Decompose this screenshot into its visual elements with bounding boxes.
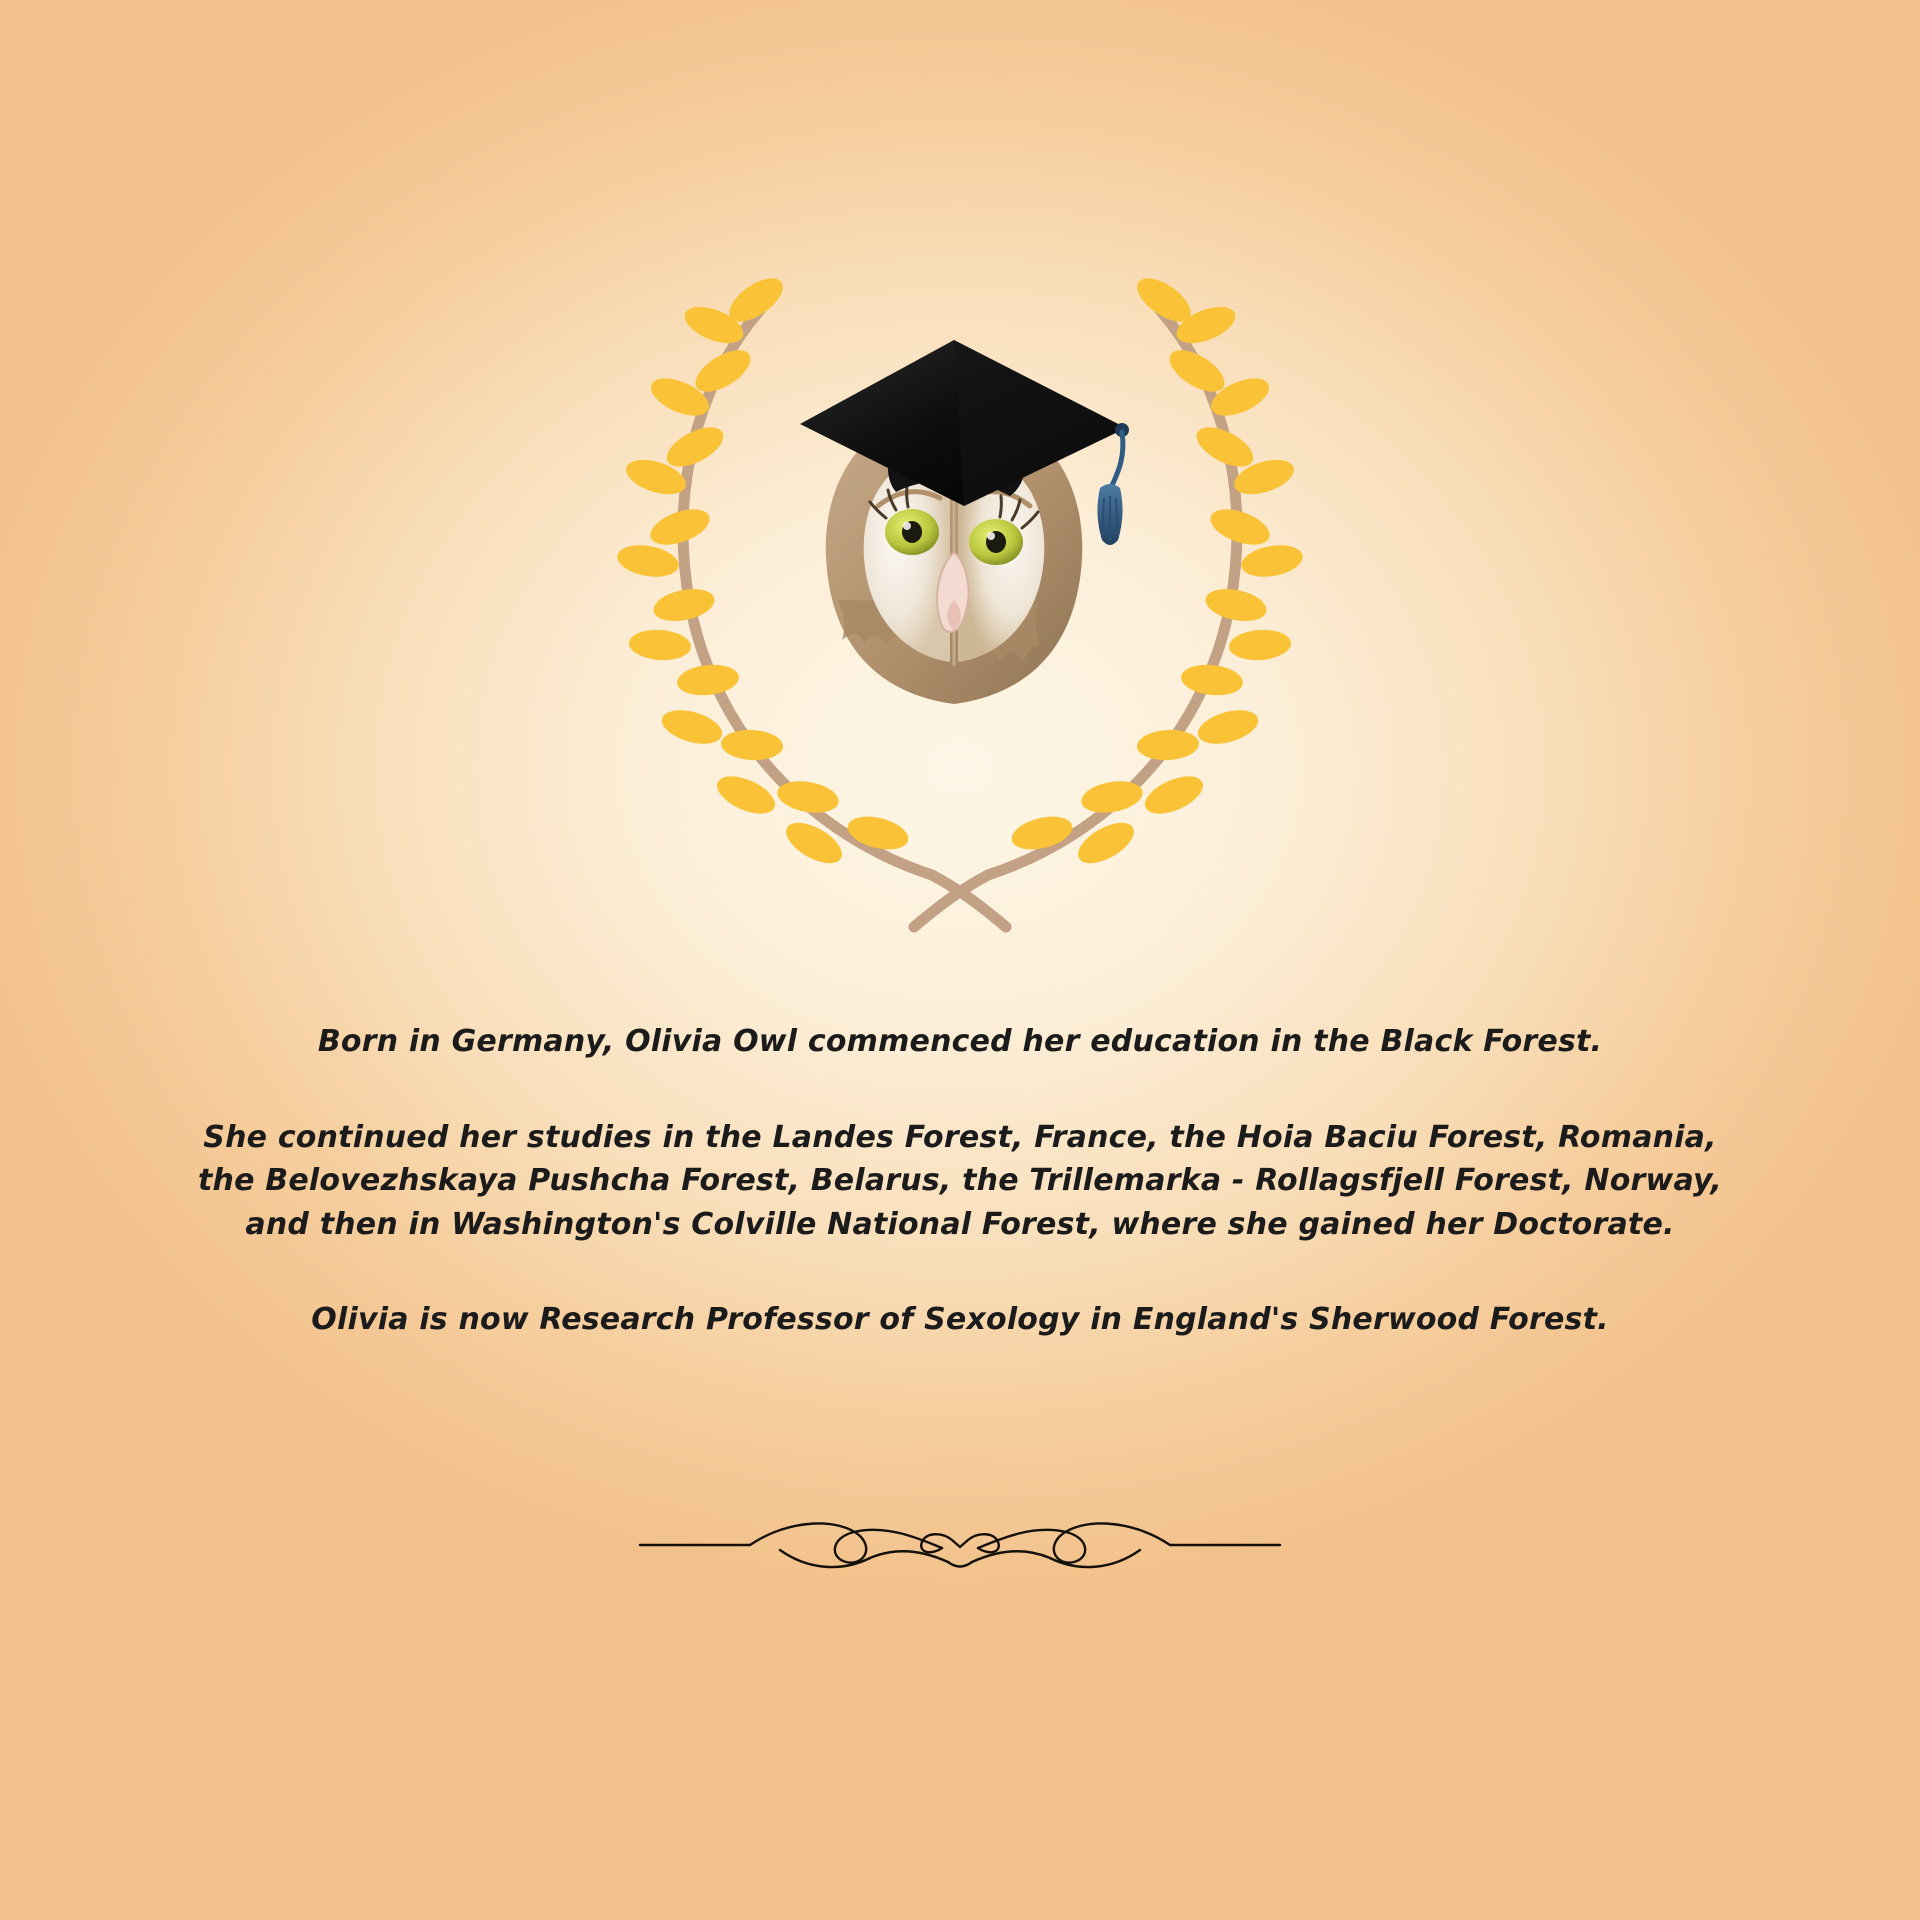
bio-paragraph-1: Born in Germany, Olivia Owl commenced her education in the Black Forest. — [317, 1024, 1603, 1059]
bio-paragraph-3: Olivia is now Research Professor of Sexology in England's Sherwood Forest. — [311, 1302, 1609, 1337]
biography-text — [0, 1020, 1920, 1342]
graduate-owl-emblem — [560, 175, 1360, 935]
bio-paragraph-2-line-1: She continued her studies in the Landes Forest, France, the Hoia Baciu Forest, Romania, — [203, 1119, 1717, 1155]
ornamental-divider-icon — [630, 1500, 1290, 1590]
bio-paragraph-2-line-3: and then in Washington's Colville National Forest, where she gained her Doctorate. — [245, 1206, 1675, 1242]
bio-paragraph-2 — [0, 1116, 1920, 1247]
owl-with-graduation-cap-icon — [774, 300, 1134, 720]
bio-paragraph-2-line-2: the Belovezhskaya Pushcha Forest, Belarus, the Trillemarka - Rollagsfjell Forest, Norway, — [197, 1163, 1722, 1198]
